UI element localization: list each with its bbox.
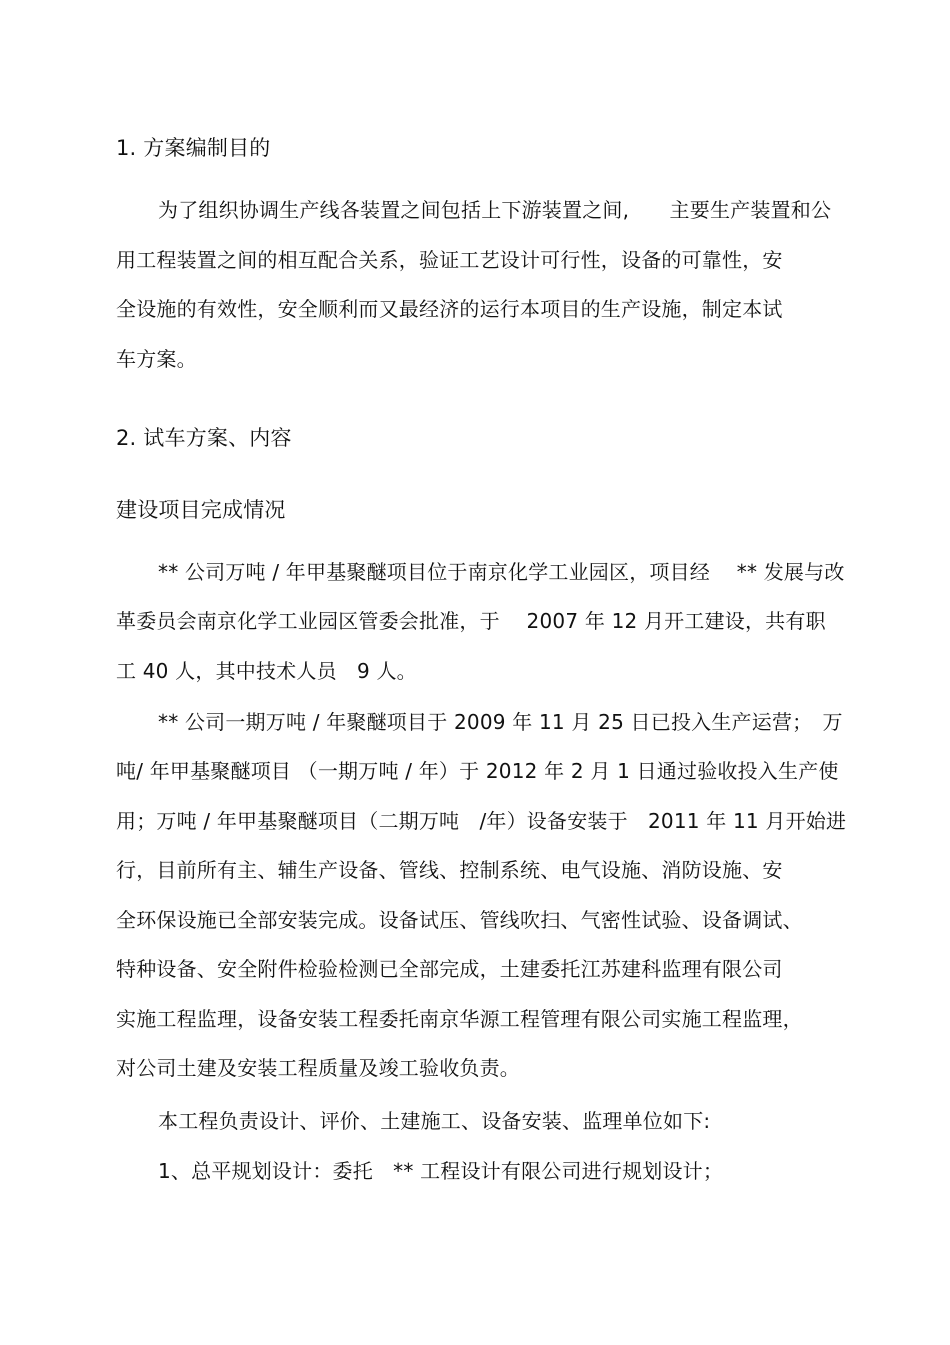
- paragraph-line: 用；万吨 / 年甲基聚醚项目（二期万吨 /年）设备安装于 2011 年 11 月开始进: [116, 809, 847, 833]
- paragraph-line: 用工程装置之间的相互配合关系，验证工艺设计可行性，设备的可靠性，安: [116, 248, 783, 272]
- paragraph-line: 工 40 人，其中技术人员 9 人。: [116, 659, 417, 683]
- section-heading-1: 1. 方案编制目的: [116, 136, 271, 160]
- paragraph-line: 革委员会南京化学工业园区管委会批准，于 2007 年 12 月开工建设，共有职: [116, 609, 826, 633]
- paragraph-line: 对公司土建及安装工程质量及竣工验收负责。: [116, 1056, 520, 1080]
- paragraph-line: 全环保设施已全部安装完成。设备试压、管线吹扫、气密性试验、设备调试、: [116, 908, 803, 932]
- paragraph-line: 车方案。: [116, 347, 197, 371]
- paragraph-line: 行，目前所有主、辅生产设备、管线、控制系统、电气设施、消防设施、安: [116, 858, 783, 882]
- paragraph-line: ** 公司一期万吨 / 年聚醚项目于 2009 年 11 月 25 日已投入生产运营； 万: [158, 710, 843, 734]
- paragraph-line: 特种设备、安全附件检验检测已全部完成，土建委托江苏建科监理有限公司: [116, 957, 783, 981]
- subsection-heading: 建设项目完成情况: [116, 498, 286, 522]
- paragraph-line: 实施工程监理，设备安装工程委托南京华源工程管理有限公司实施工程监理，: [116, 1007, 803, 1031]
- paragraph-line: 全设施的有效性，安全顺利而又最经济的运行本项目的生产设施，制定本试: [116, 297, 783, 321]
- paragraph-line: 本工程负责设计、评价、土建施工、设备安装、监理单位如下:: [158, 1109, 711, 1133]
- paragraph-line: ** 公司万吨 / 年甲基聚醚项目位于南京化学工业园区，项目经 ** 发展与改: [158, 560, 845, 584]
- paragraph-line: 为了组织协调生产线各装置之间包括上下游装置之间, 主要生产装置和公: [158, 198, 832, 222]
- paragraph-line: 吨/ 年甲基聚醚项目 （一期万吨 / 年）于 2012 年 2 月 1 日通过验收投入生产使: [116, 759, 839, 783]
- section-heading-2: 2. 试车方案、内容: [116, 426, 292, 450]
- list-item: 1、总平规划设计：委托 ** 工程设计有限公司进行规划设计；: [158, 1159, 724, 1183]
